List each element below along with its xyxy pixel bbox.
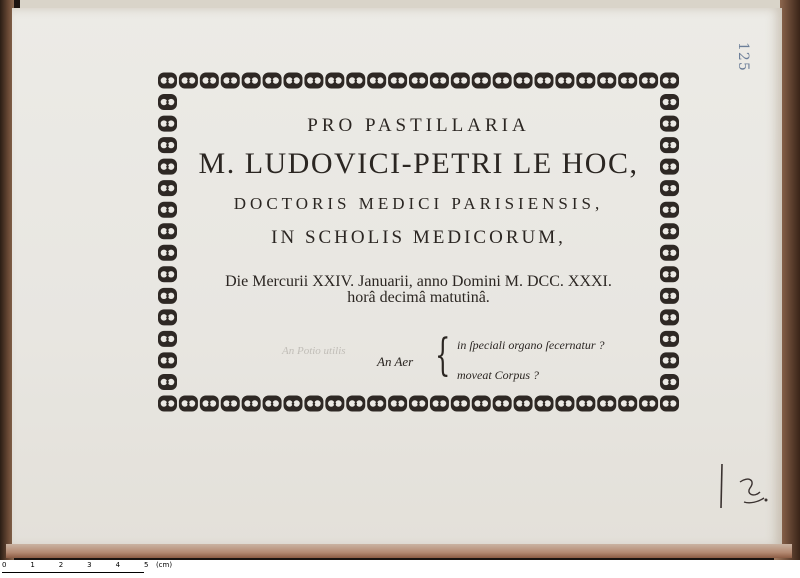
scale-label: 0 bbox=[2, 561, 7, 569]
scale-label: 2 bbox=[58, 561, 64, 569]
folio-number: 125 bbox=[735, 42, 751, 72]
title-line-author: M. LUDOVICI-PETRI LE HOC, bbox=[198, 147, 639, 180]
bleed-through-text: An Potio utilis bbox=[282, 345, 346, 357]
scale-labels bbox=[2, 561, 184, 569]
scale-label: 3 bbox=[87, 561, 92, 569]
measurement-scale bbox=[0, 560, 800, 578]
title-line-date: Die Mercurii XXIV. Januarii, anno Domini M. DCC. XXXI. bbox=[225, 273, 612, 290]
handwritten-mark-icon bbox=[718, 462, 778, 518]
thesis-title-block bbox=[157, 70, 680, 414]
page-bottom-edge bbox=[6, 544, 792, 558]
question-subject: An Aer bbox=[377, 354, 414, 369]
scale-label: 4 bbox=[115, 561, 121, 569]
title-line-doctor: DOCTORIS MEDICI PARISIENSIS, bbox=[233, 194, 604, 213]
scale-label: 5 bbox=[143, 561, 149, 569]
scale-label: 1 bbox=[30, 561, 35, 569]
question-option-2: moveat Corpus ? bbox=[457, 368, 539, 382]
thesis-question bbox=[157, 332, 680, 392]
title-line-hour: horâ decimâ matutinâ. bbox=[347, 289, 490, 306]
title-line-scholis: IN SCHOLIS MEDICORUM, bbox=[271, 227, 566, 248]
curly-brace-icon: { bbox=[435, 330, 451, 381]
title-line-pro-pastillaria: PRO PASTILLARIA bbox=[307, 115, 530, 136]
scale-ruler-line bbox=[2, 572, 144, 573]
scale-unit: (cm) bbox=[155, 561, 173, 569]
question-option-1: in ſpeciali organo ſecernatur ? bbox=[457, 338, 605, 352]
handwritten-margin-note bbox=[718, 462, 778, 518]
